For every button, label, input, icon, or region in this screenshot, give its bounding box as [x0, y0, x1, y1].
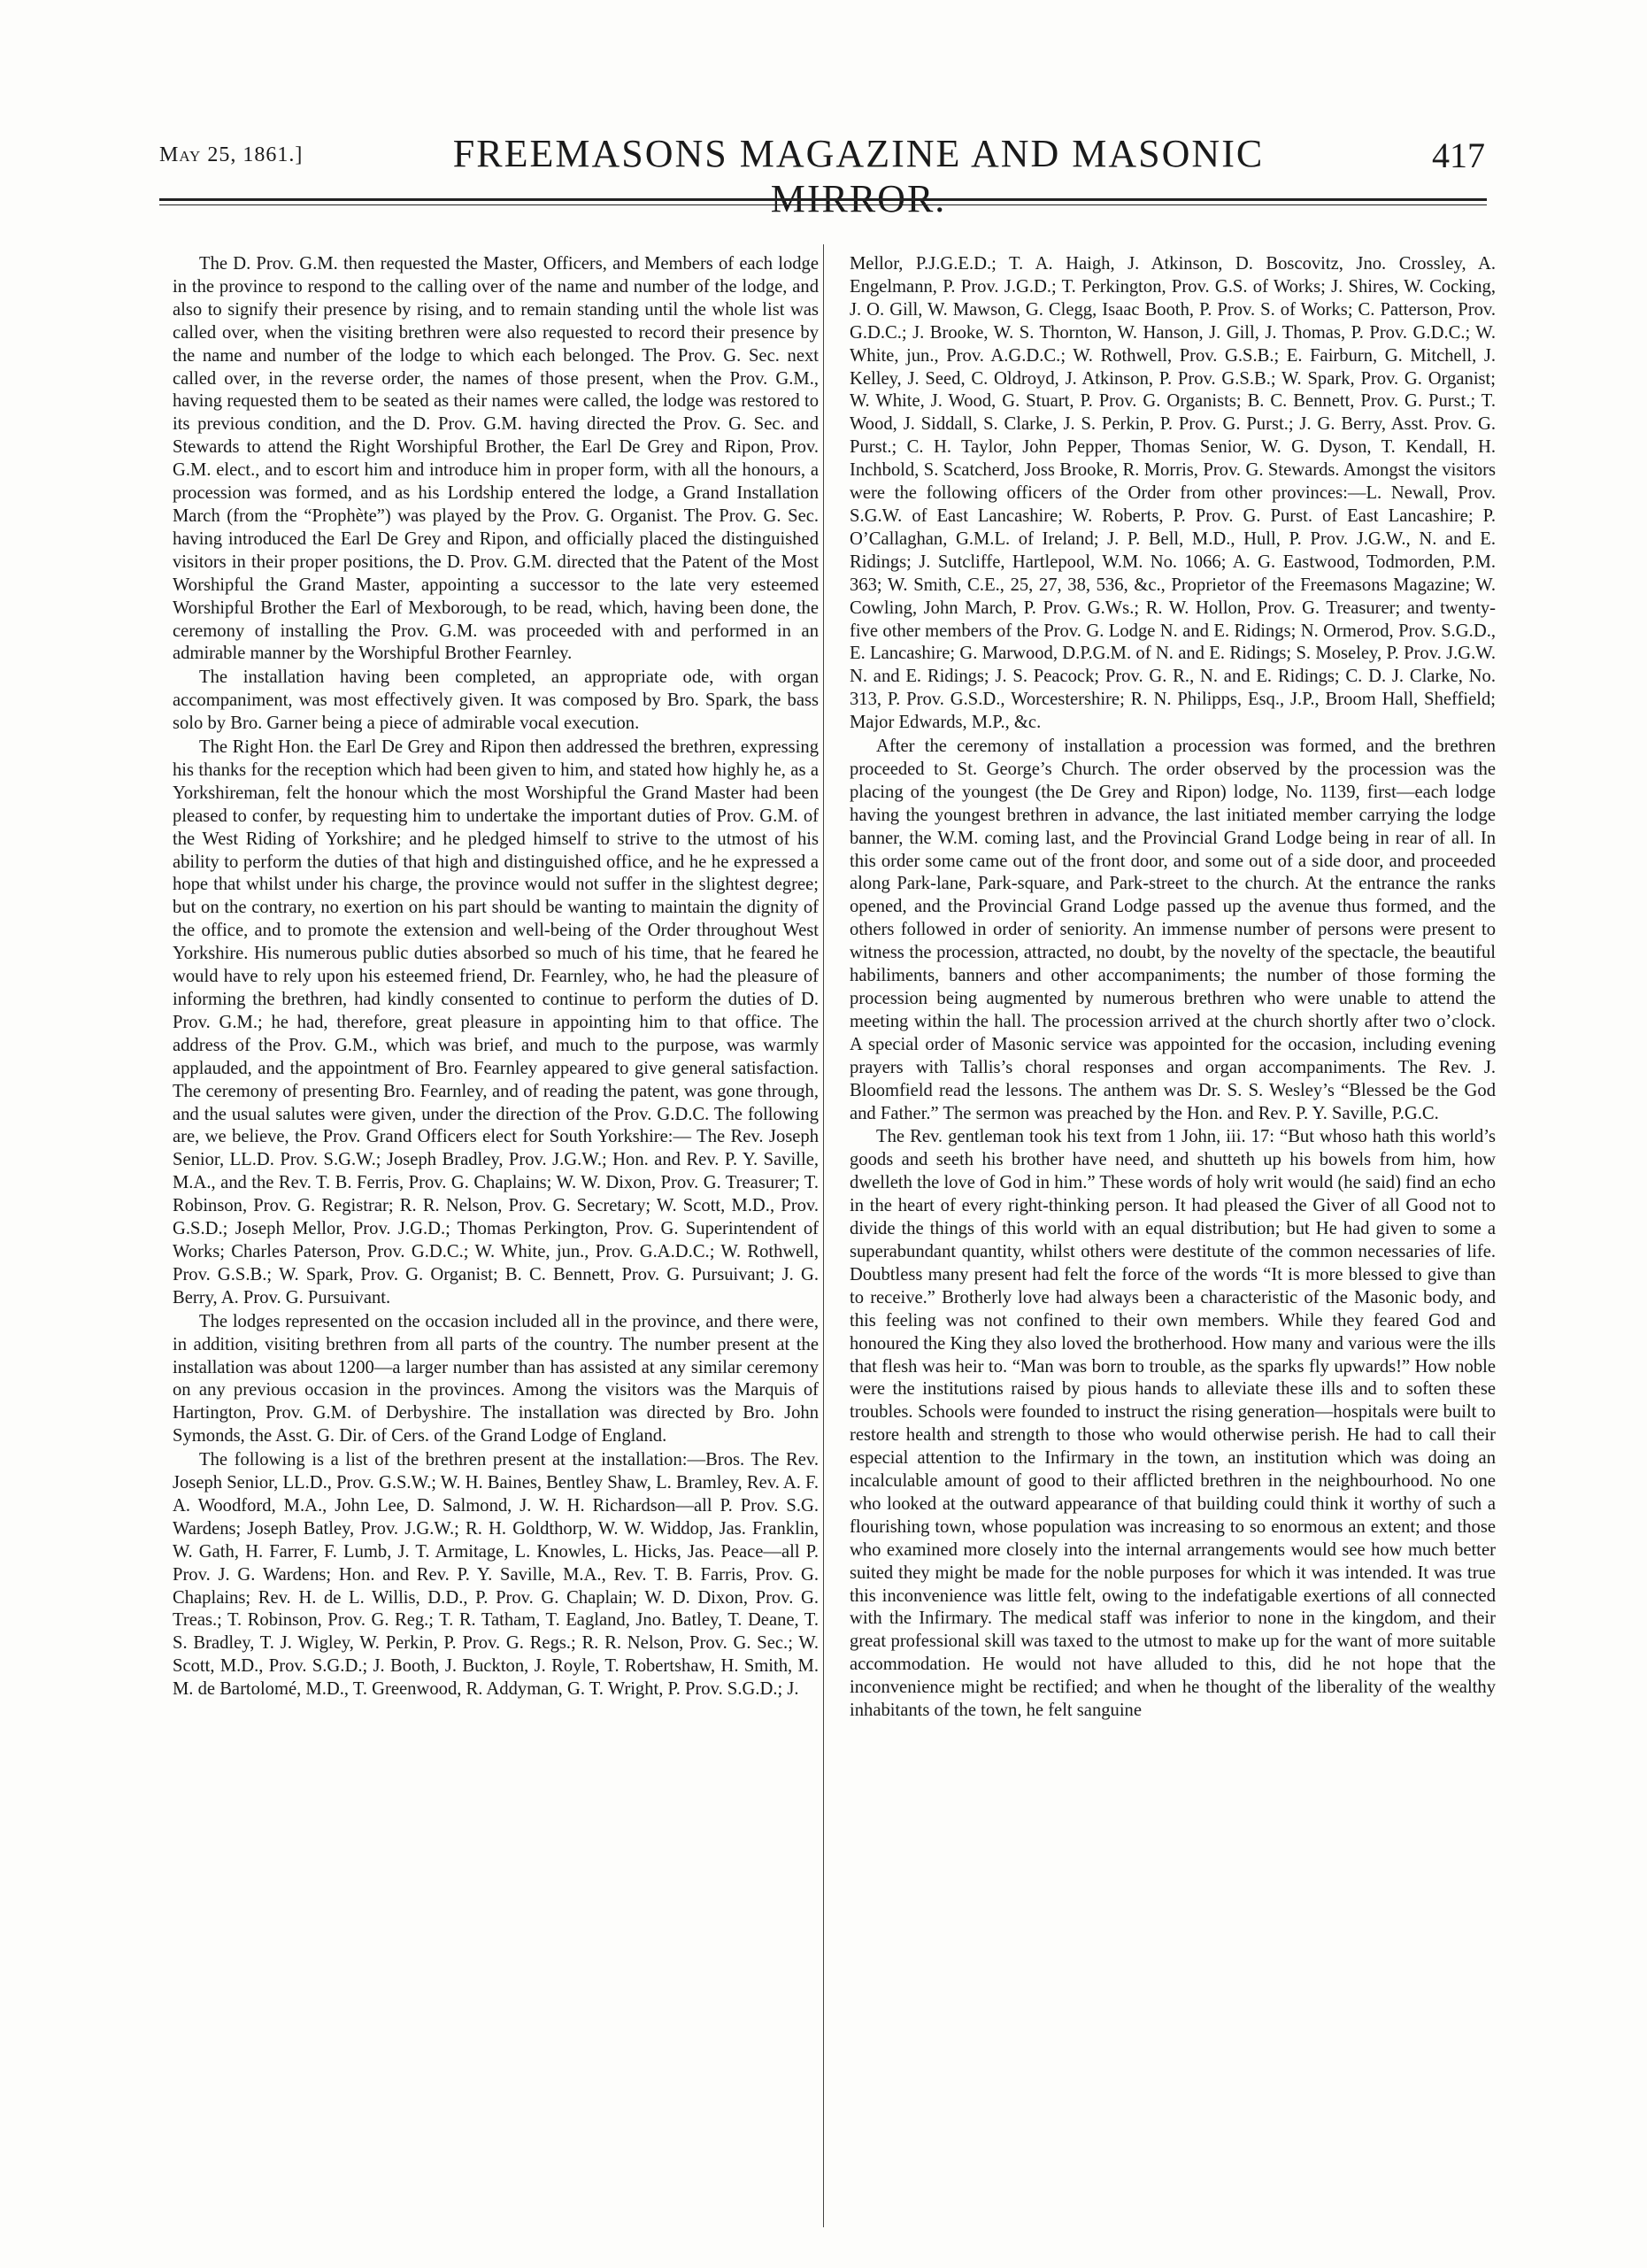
- column-divider: [823, 244, 824, 2227]
- paragraph-earl-address: The Right Hon. the Earl De Grey and Ripon then addressed the brethren, expressing his thanks for the reception which had been given to him, and stated how highly he, as a Yorkshireman, felt the honour which the most Worshipful the Grand Master had been pleased to confer, by requesting him to undertake the important duties of Prov. G.M. of the West Riding of Yorkshire; and he pledged himself to strive to the utmost of his ability to perform the duties of that high and distinguished office, and he he expressed a hope that whilst under his charge, the province would not suffer in the slightest degree; but on the contrary, no exertion on his part should be wanting to maintain the dignity of the office, and to promote the extension and well-being of the Order throughout West Yorkshire. His numerous public duties absorbed so much of his time, that he feared he would have to rely upon his esteemed friend, Dr. Fearnley, who, he had the pleasure of informing the brethren, had kindly consented to continue to perform the duties of D. Prov. G.M.; he had, therefore, great pleasure in appointing him to that office. The address of the Prov. G.M., which was brief, and much to the purpose, was warmly applauded, and the appointment of Bro. Fearnley appeared to give general satisfaction. The ceremony of presenting Bro. Fearnley, and of reading the patent, was gone through, and the usual salutes were given, under the direction of the Prov. G.D.C. The following are, we believe, the Prov. Grand Officers elect for South Yorkshire:— The Rev. Joseph Senior, LL.D. Prov. S.G.W.; Joseph Bradley, Prov. J.G.W.; Hon. and Rev. P. Y. Saville, M.A., and the Rev. T. B. Ferris, Prov. G. Chaplains; W. W. Dixon, Prov. G. Treasurer; T. Robinson, Prov. G. Registrar; R. R. Nelson, Prov. G. Secretary; W. Scott, M.D., Prov. G.S.D.; Joseph Mellor, Prov. J.G.D.; Thomas Perkington, Prov. G. Superintendent of Works; Charles Paterson, Prov. G.D.C.; W. White, jun., Prov. G.A.D.C.; W. Rothwell, Prov. G.S.B.; W. Spark, Prov. G. Organist; B. C. Bennett, Prov. G. Pursuivant; J. G. Berry, A. Prov. G. Pursuivant.: [173, 737, 819, 1308]
- right-column: [850, 253, 1496, 1723]
- paragraph-brethren-list: The following is a list of the brethren present at the installation:—Bros. The Rev. Joseph Senior, LL.D., Prov. G.S.W.; W. H. Baines, Bentley Shaw, L. Bramley, Rev. A. F. A. Woodford, M.A., John Lee, D. Salmond, J. W. H. Richardson—all P. Prov. S.G. Wardens; Joseph Batley, Prov. J.G.W.; R. H. Goldthorp, W. W. Widdop, Jas. Franklin, W. Gath, H. Farrer, F. Lumb, J. T. Armitage, L. Knowles, L. Hicks, Jas. Peace—all P. Prov. J. G. Wardens; Hon. and Rev. P. Y. Saville, M.A., Rev. T. B. Farris, Prov. G. Chaplains; Rev. H. de L. Willis, D.D., P. Prov. G. Chaplain; W. D. Dixon, Prov. G. Treas.; T. Robinson, Prov. G. Reg.; T. R. Tatham, T. Eagland, Jno. Batley, T. Deane, T. S. Bradley, T. J. Wigley, W. Perkin, P. Prov. G. Regs.; R. R. Nelson, Prov. G. Sec.; W. Scott, M.D., Prov. S.G.D.; J. Booth, J. Buckton, J. Royle, T. Robertshaw, H. Smith, M. M. de Bartolomé, M.D., T. Greenwood, R. Addyman, G. T. Wright, P. Prov. S.G.D.; J.: [173, 1450, 819, 1700]
- publication-title: FREEMASONS MAGAZINE AND MASONIC: [452, 132, 1265, 175]
- page-header: [159, 131, 1487, 184]
- paragraph-lodges-represented: The lodges represented on the occasion included all in the province, and there were, in addition, visiting brethren from all parts of the country. The number present at the installation was about 1200—a larger number than has assisted at any similar ceremony on any previous occasion in the provinces. Among the visitors was the Marquis of Hartington, Prov. G.M. of Derbyshire. The installation was directed by Bro. John Symonds, the Asst. G. Dir. of Cers. of the Grand Lodge of England.: [173, 1311, 819, 1446]
- paragraph-sermon: The Rev. gentleman took his text from 1 John, iii. 17: “But whoso hath this world’s goods and seeth his brother have need, and shutteth up his bowels from him, how dwelleth the love of God in him.” These words of holy writ would (he said) find an echo in the heart of every right-thinking person. It had pleased the Giver of all Good not to divide the things of this world with an equal distribution; but He had given to some a superabundant quantity, whilst others were destitute of the common necessaries of life. Doubtless many present had felt the force of the words “It is more blessed to give than to receive.” Brotherly love had always been a characteristic of the Masonic body, and this feeling was not confined to their own members. While they feared God and honoured the King they also loved the brotherhood. How many and various were the ills that flesh was heir to. “Man was born to trouble, as the sparks fly upwards!” How noble were the institutions raised by pious hands to alleviate these ills and to soften these troubles. Schools were founded to instruct the rising generation—hospitals were built to restore health and strength to those who would otherwise perish. He had to call their especial attention to the Infirmary in the town, an institution which was doing an incalculable amount of good to their afflicted brethren in the neighbourhood. No one who looked at the outward appearance of that building could think it worthy of such a flourishing town, whose population was increasing to so enormous an extent; and those who examined more closely into the internal arrangements would see how much better suited they might be made for the noble purposes for which it was intended. It was true this inconvenience was little felt, owing to the indefatigable exertions of all connected with the Infirmary. The medical staff was inferior to none in the kingdom, and their great professional skill was taxed to the utmost to make up for the want of more suitable accommodation. He would not have alluded to this, did he not hope that the inconvenience might be rectified; and when he thought of the liberality of the wealthy inhabitants of the town, he felt sanguine: [850, 1127, 1496, 1721]
- paragraph-installation-ceremony: The D. Prov. G.M. then requested the Master, Officers, and Members of each lodge in the province to respond to the calling over of the name and number of the lodge, and also to signify their presence by rising, and to remain standing until the whole list was called over, when the visiting brethren were also requested to record their presence by the name and number of the lodge to which each belonged. The Prov. G. Sec. next called over, in the reverse order, the names of those present, when the Prov. G.M., having requested them to be seated as their names were called, the lodge was restored to its previous condition, and the D. Prov. G.M. having directed the Prov. G. Sec. and Stewards to attend the Right Worshipful Brother, the Earl De Grey and Ripon, Prov. G.M. elect., and to escort him and introduce him in proper form, with all the honours, a procession was formed, and as his Lordship entered the lodge, a Grand Installation March (from the “Prophète”) was played by the Prov. G. Organist. The Prov. G. Sec. having introduced the Earl De Grey and Ripon, and officially placed the distinguished visitors in their proper positions, the D. Prov. G.M. directed that the Patent of the Most Worshipful the Grand Master, appointing a successor to the late very esteemed Worshipful Brother the Earl of Mexborough, to be read, which, having been done, the ceremony of installing the Prov. G.M. was proceeded with and performed in an admirable manner by the Worshipful Brother Fearnley.: [173, 254, 819, 664]
- paragraph-procession: After the ceremony of installation a procession was formed, and the brethren proceeded to St. George’s Church. The order observed by the procession was the placing of the youngest (the De Grey and Ripon) lodge, No. 1139, first—each lodge having the youngest brethren in advance, the last initiated member carrying the lodge banner, the W.M. coming last, and the Provincial Grand Lodge being in rear of all. In this order some came out of the front door, and some out of a side door, and proceeded along Park-lane, Park-square, and Park-street to the church. At the entrance the ranks opened, and the Provincial Grand Lodge passed up the avenue thus formed, and the others followed in order of seniority. An immense number of persons were present to witness the procession, attracted, no doubt, by the novelty of the spectacle, the beautiful habiliments, banners and other accompaniments; the number of those forming the procession being augmented by numerous brethren who were unable to attend the meeting within the hall. The procession arrived at the church shortly after two o’clock. A special order of Masonic service was appointed for the occasion, including evening prayers with Tallis’s choral responses and organ accompaniments. The Rev. J. Bloomfield read the lessons. The anthem was Dr. S. S. Wesley’s “Blessed be the God and Father.” The sermon was preached by the Hon. and Rev. P. Y. Saville, P.G.C.: [850, 737, 1496, 1123]
- left-column: [173, 253, 819, 1701]
- paragraph-brethren-list-continued: Mellor, P.J.G.E.D.; T. A. Haigh, J. Atkinson, D. Boscovitz, Jno. Crossley, A. Engelmann, P. Prov. J.G.D.; T. Perkington, Prov. G.S. of Works; J. Shires, W. Cocking, J. O. Gill, W. Mawson, G. Clegg, Isaac Booth, P. Prov. S. of Works; C. Patterson, Prov. G.D.C.; J. Brooke, W. S. Thornton, W. Hanson, J. Gill, J. Thomas, P. Prov. G.D.C.; W. White, jun., Prov. A.G.D.C.; W. Rothwell, Prov. G.S.B.; E. Fairburn, G. Mitchell, J. Kelley, J. Seed, C. Oldroyd, J. Atkinson, P. Prov. G.S.B.; W. Spark, Prov. G. Organist; W. White, J. Wood, G. Stuart, P. Prov. G. Organists; B. C. Bennett, Prov. G. Purst.; T. Wood, J. Siddall, S. Clarke, J. S. Perkin, P. Prov. G. Purst.; J. G. Berry, Asst. Prov. G. Purst.; C. H. Taylor, John Pepper, Thomas Senior, W. G. Dyson, T. Kendall, H. Inchbold, S. Scatcherd, Joss Brooke, R. Morris, Prov. G. Stewards. Amongst the visitors were the following officers of the Order from other provinces:—L. Newall, Prov. S.G.W. of East Lancashire; W. Roberts, P. Prov. G. Purst. of East Lancashire; P. O’Callaghan, G.M.L. of Ireland; J. P. Bell, M.D., Hull, P. Prov. J.G.W., N. and E. Ridings; J. Sutcliffe, Hartlepool, W.M. No. 1066; A. G. Eastwood, Todmorden, P.M. 363; W. Smith, C.E., 25, 27, 38, 536, &c., Proprietor of the Freemasons Magazine; W. Cowling, John March, P. Prov. G.Ws.; R. W. Hollon, Prov. G. Treasurer; and twenty-five other members of the Prov. G. Lodge N. and E. Ridings; N. Ormerod, Prov. S.G.D., E. Lancashire; G. Marwood, D.P.G.M. of N. and E. Ridings; S. Moseley, P. Prov. J.G.W. N. and E. Ridings; J. S. Peacock; Prov. G. R., N. and E. Ridings; C. D. J. Clarke, No. 313, P. Prov. G.S.D., Worcestershire; R. N. Philipps, Esq., J.P., Broom Hall, Sheffield; Major Edwards, M.P., &c.: [850, 254, 1496, 733]
- paragraph-ode: The installation having been completed, an appropriate ode, with organ accompaniment, was most effectively given. It was composed by Bro. Spark, the bass solo by Bro. Garner being a piece of admirable vocal execution.: [173, 667, 819, 734]
- header-rule-thin: [159, 204, 1487, 205]
- issue-date: May 25, 1861.]: [159, 143, 304, 166]
- header-rule-thick: [159, 198, 1487, 201]
- page-number: 417: [1432, 135, 1485, 175]
